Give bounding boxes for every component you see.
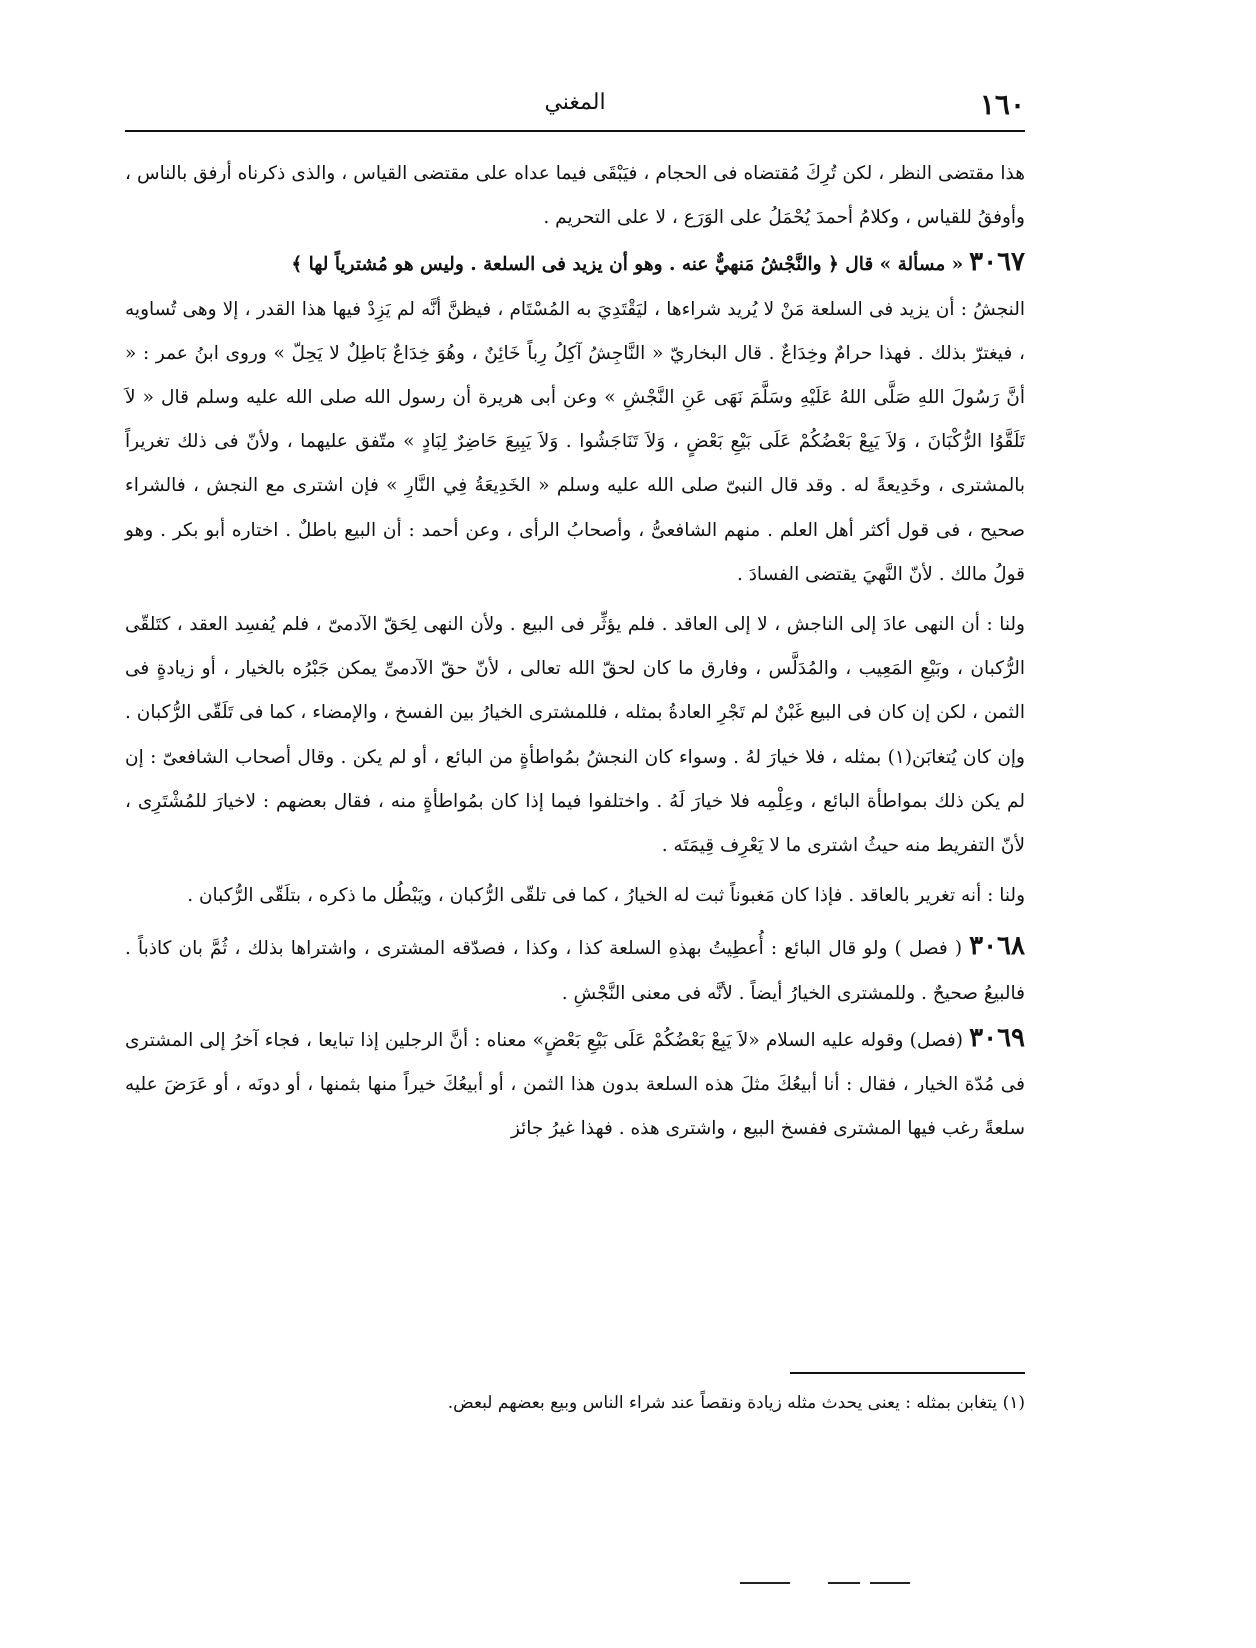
paragraph-text: (فصل) وقوله عليه السلام «لاَ يَبِعْ بَعْضُكُمْ عَلَى بَيْعِ بَعْضٍ» معناه : أنَّ الرجلين إذا تبايعا ، فجاء آخرُ إلى المشترى فى مُدّة الخيار ، فقال : أنا أبيعُكَ مثلَ هذه السلعة بدون هذا الثمن ، أو أبيعُكَ خيراً منها بثمنها ، أو دونَه ، أو عَرَضَ عليه سلعةً رغب فيها المشترى ففسخ البيع ، واشترى هذه . فهذا غيرُ جائز (125, 1029, 1025, 1140)
paragraph-heading-text: « مسألة » قال ﴿ والنَّجْشُ مَنهيٌّ عنه . وهو أن يزيد فى السلعة . وليس هو مُشترياً لها ﴾ (291, 254, 964, 276)
bottom-marks (740, 1582, 940, 1586)
paragraph-text: ( فصل ) ولو قال البائع : أُعطِيتُ بهذهِ السلعة كذا ، وكذا ، فصدّقه المشترى ، واشتراها بذلك ، ثُمَّ بان كاذباً . فالبيعُ صحيحٌ . وللمشترى الخيارُ أيضاً . لأنَّه فى معنى النَّجْشِ . (125, 938, 1025, 1004)
bottom-mark (870, 1582, 910, 1584)
paragraph-text: هذا مقتضى النظر ، لكن تُرِكَ مُقتضاه فى الحجام ، فيَبْقَى فيما عداه على مقتضى القياس ، والذى ذكرناه أرفق بالناس ، وأوفقُ للقياس ، وكلامُ أحمدَ يُحْمَلُ على الوَرَع ، لا على التحريم . (125, 163, 1025, 229)
paragraph-heading (125, 240, 1025, 287)
paragraph (125, 288, 1025, 597)
paragraph-text: ولنا : أن النهى عادَ إلى الناجش ، لا إلى العاقد . فلم يؤثِّر فى البيع . ولأن النهى لِحَقّ الآدمىّ ، فلم يُفسِد العقد ، كتَلقّى الرُّكبان ، وبَيْعِ المَعِيب ، والمُدَلَّس ، وفارق ما كان لحقّ الله تعالى ، لأنّ حقّ الآدمىِّ يمكن جَبْرُه بالخيار ، أو زيادةٍ فى الثمن ، لكن إن كان فى البيع غَبْنٌ لم تَجْرِ العادةُ بمثله ، فللمشترى الخيارُ بين الفسخ ، والإمضاء ، كما فى تَلَقّى الرُّكبان . وإن كان يُتغابَن(١) بمثله ، فلا خيارَ لهُ . وسواء كان النجشُ بمُواطأةٍ من البائع ، أو لم يكن . وقال أصحاب الشافعىّ : إن لم يكن ذلك بمواطأة البائع ، وعِلْمِه فلا خيارَ لَهُ . واختلفوا فيما إذا كان بمُواطأةٍ منه ، فقال بعضهم : لاخيارَ للمُشْتَرِى ، لأنّ التفريط منه حيثُ اشترى ما لا يَعْرِف قِيمَتَه . (125, 614, 1025, 857)
footnote-rule (790, 1372, 1025, 1374)
paragraph (125, 1016, 1025, 1152)
bottom-mark (740, 1582, 790, 1584)
paragraph-text: النجشُ : أن يزيد فى السلعة مَنْ لا يُريد شراءها ، ليَقْتَدِيَ به المُسْتَام ، فيظنَّ أنَّه لم يَزِدْ فيها هذا القدر ، إلا وهى تُساويه ، فيغترّ بذلك . فهذا حرامٌ وخِدَاعٌ . قال البخاريّ « النَّاجِشُ آكِلُ رِباً خَائِنٌ ، وهُوَ خِدَاعٌ بَاطِلٌ لا يَحِلّ » وروى ابنُ عمر : « أنَّ رَسُولَ اللهِ صَلَّى اللهُ عَلَيْهِ وسَلَّمَ نَهَى عَنِ النَّجْشِ » وعن أبى هريرة أن رسول الله صلى الله عليه وسلم قال « لاَ تَلَقَّوُا الرُّكْبَانَ ، وَلاَ يَبِعْ بَعْضُكُمْ عَلَى بَيْعِ بَعْضٍ ، وَلاَ تَنَاجَشُوا . وَلاَ يَبِيعَ حَاضِرٌ لِبَادٍ » متّفق عليهما ، ولأنّ فى ذلك تغريراً بالمشترى ، وخَدِيعةً له . وقد قال النبىّ صلى الله عليه وسلم « الخَدِيعَةُ فِي النَّارِ » فإن اشترى مع النجش ، فالشراء صحيح ، فى قول أكثر أهل العلم . منهم الشافعىُّ ، وأصحابُ الرأى ، وعن أحمد : أن البيع باطلٌ . اختاره أبو بكر . وهو قولُ مالك . لأنّ النَّهيَ يقتضى الفسادَ . (125, 298, 1025, 585)
page-header (125, 84, 1025, 124)
paragraph-text: ولنا : أنه تغرير بالعاقد . فإذا كان مَغبوناً ثبت له الخيارُ ، كما فى تلقّى الرُّكبان ، ويَبْطُل ما ذكره ، بتلَقّى الرُّكبان . (187, 885, 1025, 907)
paragraph (125, 924, 1025, 1015)
footnote-marker: (١) (1002, 1393, 1025, 1413)
paragraph (125, 152, 1025, 240)
paragraph-number: ٣٠٦٧ (969, 247, 1025, 278)
running-title: المغني (544, 90, 606, 115)
main-text (125, 152, 1025, 1151)
footnote-text: يتغابن بمثله : يعنى يحدث مثله زيادة ونقصاً عند شراء الناس وبيع بعضهم لبعض. (447, 1393, 998, 1413)
bottom-mark (828, 1582, 860, 1584)
paragraph (125, 603, 1025, 868)
footnote (125, 1386, 1025, 1420)
paragraph-number: ٣٠٦٩ (969, 1022, 1025, 1053)
paragraph (125, 874, 1025, 918)
page-number: ١٦٠ (979, 88, 1025, 121)
header-rule (125, 130, 1025, 132)
paragraph-number: ٣٠٦٨ (969, 931, 1025, 962)
